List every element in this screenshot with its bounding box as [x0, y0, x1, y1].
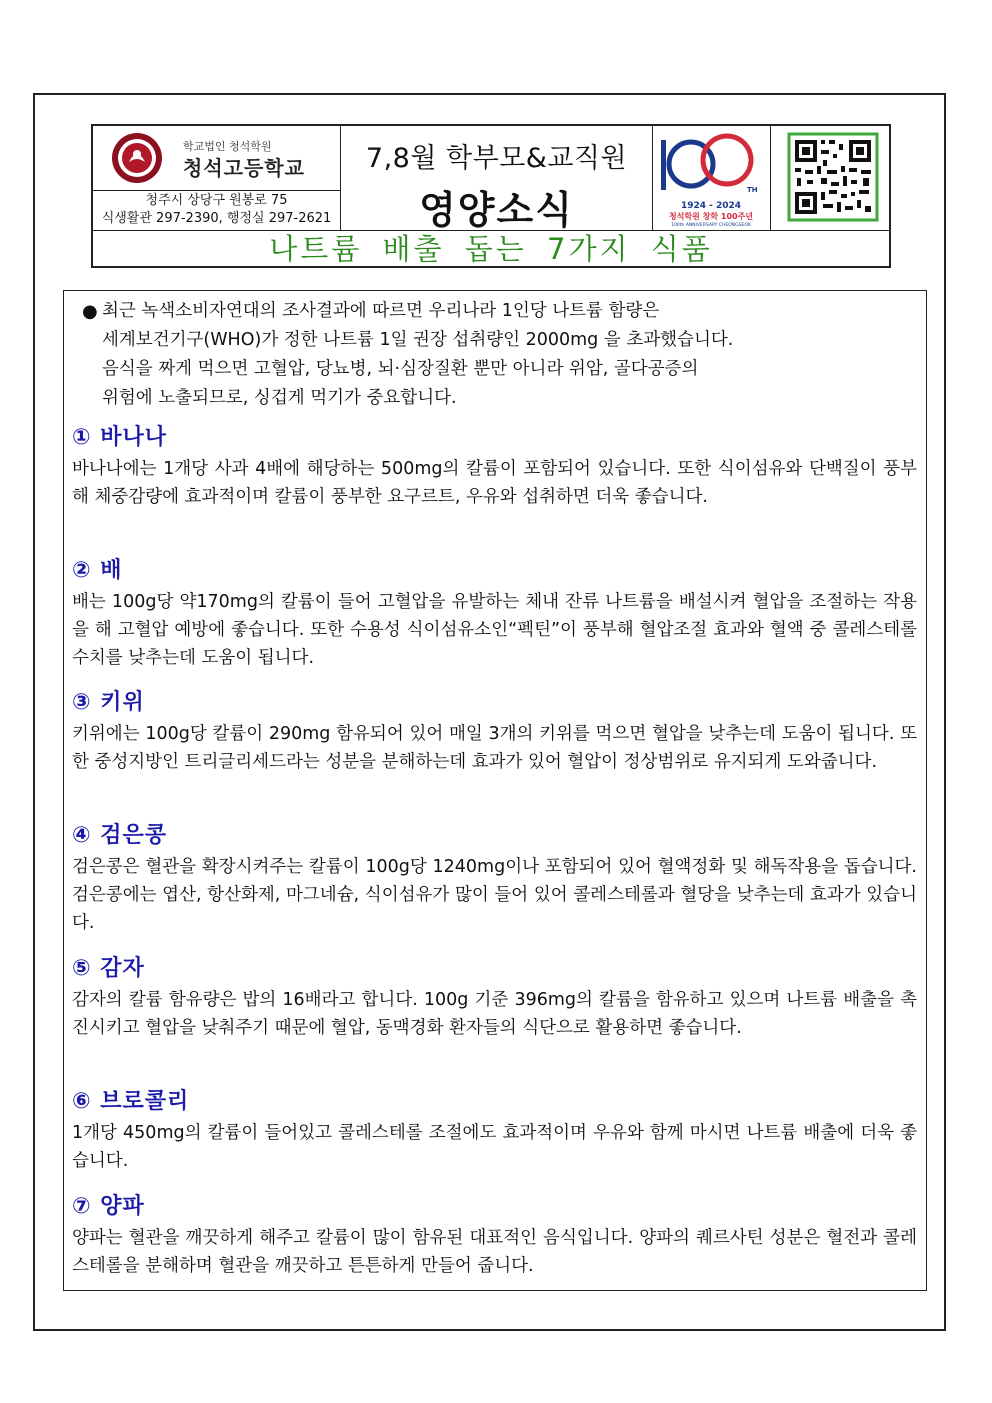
address-line: 청주시 상당구 원봉로 75	[145, 193, 288, 208]
section-title: ④ 검은콩	[72, 823, 168, 848]
newsletter-header	[91, 124, 891, 268]
section-title: ⑤ 감자	[72, 956, 145, 981]
school-foundation: 학교법인 청석학원	[183, 140, 272, 153]
anniversary-th: TH	[747, 186, 758, 194]
section-body: 감자의 칼륨 함유량은 밥의 16배라고 합니다. 100g 기준 396mg의 칼륨을 함유하고 있으며 나트륨 배출을 촉진시키고 혈압을 낮춰주기 때문에 혈압, 동맥경화 환자들의 식단으로 활용하면 좋습니다.	[72, 990, 917, 1038]
bullet-icon: ●	[82, 301, 98, 322]
section-title: ② 배	[72, 558, 123, 583]
intro-line: 최근 녹색소비자연대의 조사결과에 따르면 우리나라 1인당 나트륨 함량은	[102, 301, 660, 321]
food-section-banana	[72, 423, 917, 511]
section-body: 배는 100g당 약170mg의 칼륨이 들어 고혈압을 유발하는 체내 잔류 나트륨을 배설시켜 혈압을 조절하는 작용을 해 고혈압 예방에 좋습니다. 또한 수용성 식이섬유소인“펙틴”이 풍부해 혈압조절 효과와 혈액 중 콜레스테롤 수치를 낮추는데 도움이 됩니다.	[72, 592, 917, 668]
section-body: 키위에는 100g당 칼륨이 290mg 함유되어 있어 매일 3개의 키위를 먹으면 혈압을 낮추는데 도움이 됩니다. 또한 중성지방인 트리글리세드라는 성분을 분해하는데 효과가 있어 혈압이 정상범위로 유지되게 도와줍니다.	[72, 724, 917, 772]
food-section-black-bean	[72, 821, 917, 937]
qr-cell	[771, 126, 889, 230]
content-box	[63, 290, 927, 1291]
title-cell	[341, 126, 653, 230]
qr-code-icon[interactable]	[771, 126, 887, 228]
food-section-kiwi	[72, 688, 917, 776]
section-body: 양파는 혈관을 깨끗하게 해주고 칼륨이 많이 함유된 대표적인 음식입니다. 양파의 퀘르사틴 성분은 혈전과 콜레스테롤을 분해하며 혈관을 깨끗하고 튼튼하게 만들어 줍니다.	[72, 1228, 917, 1276]
anniversary-logo-cell	[653, 126, 771, 230]
anniversary-sub: 100th ANNIVERSARY CHEONGSEOK	[671, 223, 751, 228]
phone-line: 식생활관 297-2390, 행정실 297-2621	[101, 211, 332, 226]
school-emblem-icon	[111, 132, 163, 184]
anniversary-100-icon	[653, 126, 769, 228]
section-title: ③ 키위	[72, 690, 145, 715]
anniversary-label: 청석학원 창학 100주년	[668, 212, 754, 221]
school-name: 청석고등학교	[183, 156, 305, 180]
intro-paragraph	[82, 297, 882, 413]
intro-line: 위험에 노출되므로, 싱겁게 먹기가 중요합니다.	[102, 388, 457, 408]
section-title: ⑦ 양파	[72, 1194, 145, 1219]
section-body: 검은콩은 혈관을 확장시켜주는 칼륨이 100g당 1240mg이나 포함되어 있어 혈액정화 및 해독작용을 돕습니다. 검은콩에는 엽산, 항산화제, 마그네슘, 식이섬유가 많이 들어 있어 콜레스테롤과 혈당을 낮추는데 효과가 있습니다.	[72, 857, 917, 933]
anniversary-years: 1924 - 2024	[680, 201, 742, 211]
food-section-broccoli	[72, 1087, 917, 1175]
food-section-onion	[72, 1192, 917, 1280]
newsletter-title: 영양소식	[419, 188, 574, 232]
section-title: ① 바나나	[72, 425, 168, 450]
newsletter-title-top: 7,8월 학부모&교직원	[365, 143, 628, 174]
section-body: 바나나에는 1개당 사과 4배에 해당하는 500mg의 칼륨이 포함되어 있습니다. 또한 식이섬유와 단백질이 풍부해 체중감량에 효과적이며 칼륨이 풍부한 요구르트, 우유와 섭취하면 더욱 좋습니다.	[72, 459, 917, 507]
school-logo-cell	[93, 126, 341, 191]
intro-line: 음식을 짜게 먹으면 고혈압, 당뇨병, 뇌·심장질환 뿐만 아니라 위암, 골다공증의	[102, 359, 699, 379]
section-body: 1개당 450mg의 칼륨이 들어있고 콜레스테롤 조절에도 효과적이며 우유와 함께 마시면 나트륨 배출에 더욱 좋습니다.	[72, 1123, 917, 1171]
food-section-pear	[72, 556, 917, 672]
intro-line: 세계보건기구(WHO)가 정한 나트륨 1일 권장 섭취량인 2000mg 을 초과했습니다.	[102, 330, 734, 350]
address-cell	[93, 191, 341, 230]
food-section-potato	[72, 954, 917, 1042]
section-title: ⑥ 브로콜리	[72, 1089, 190, 1114]
newsletter-subtitle: 나트륨 배출 돕는 7가지 식품	[93, 230, 889, 266]
